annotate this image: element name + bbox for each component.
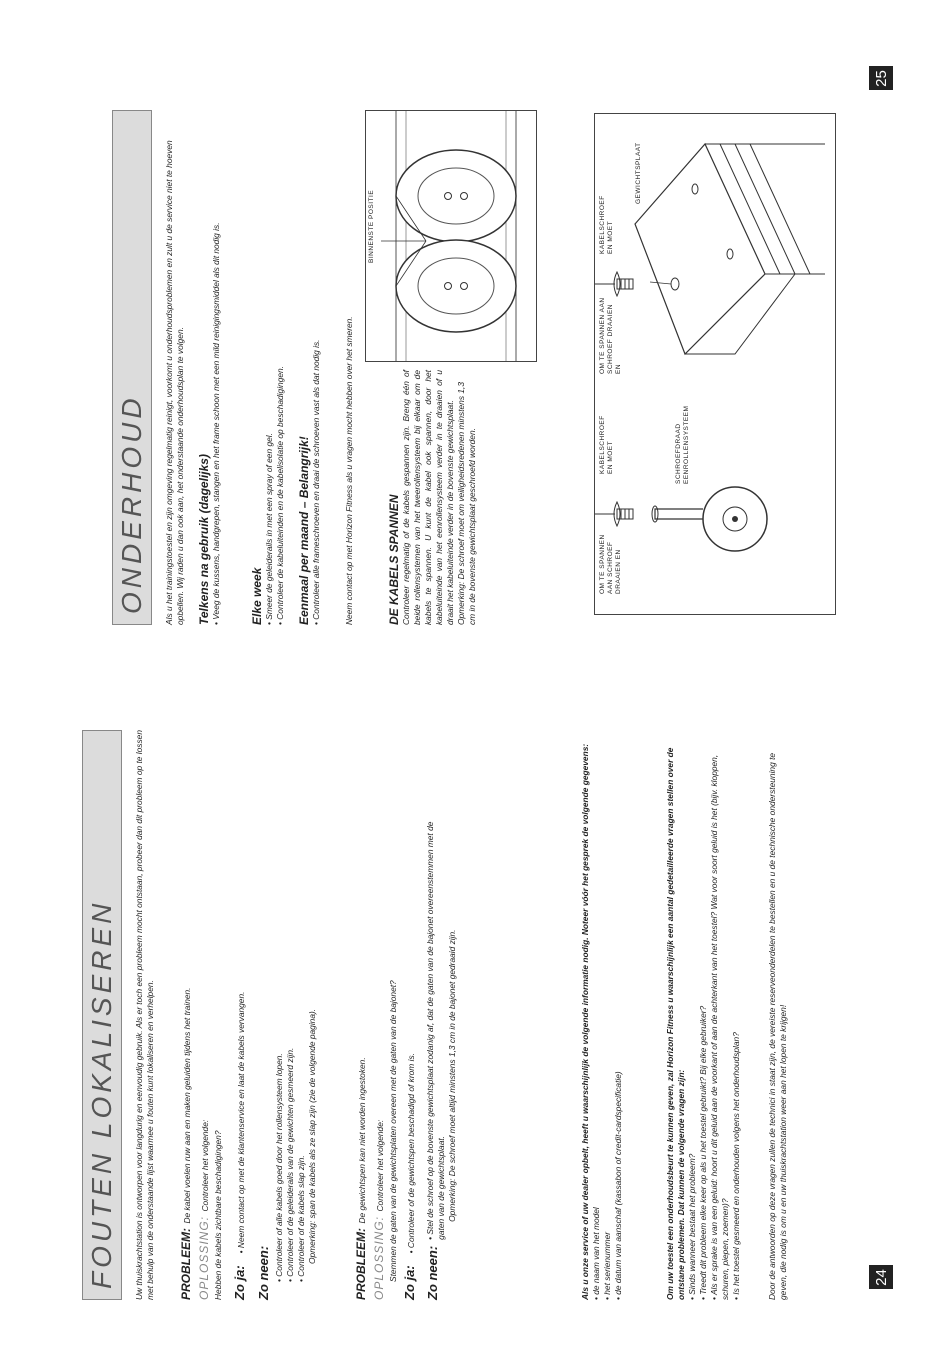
list-item: • Smeer de geleiderails in met een spray of een gel. bbox=[264, 433, 274, 625]
problem-2-yes-text: • Controleer of de gewichtspen beschadigd of krom is. bbox=[406, 1053, 416, 1254]
maintenance-section bbox=[82, 105, 842, 625]
problem-1-yes-text: • Neem contact op met de klantenservice en laat de kabels vervangen. bbox=[236, 991, 246, 1254]
daily-title: Telkens na gebruik (dagelijks) bbox=[197, 454, 211, 625]
list-item: • Controleer de kabeluiteinden en de kabelisolatie op beschadigingen. bbox=[275, 365, 285, 625]
list-item: • Controleer of alle kabels goed door het rollensysteem lopen. bbox=[274, 1053, 284, 1282]
list-item: • Stel de schroef op de bovenste gewichtsplaat zodanig af, dat de gaten van de bajonet overeenstemmen met de gaten van de gewichtsplaat. bbox=[425, 821, 446, 1240]
problem-1-yes-label: Zo ja: bbox=[232, 1265, 247, 1300]
maintenance-intro: Als u het trainingstoestel en zijn omgeving regelmatig reinigt, voorkomt u onderhoudsproblemen en zult u de service niet te hoeven opbellen. Wij raden u dan ook aan, het onderstaande onderhoudsplan te volgen. bbox=[164, 140, 185, 625]
cables-note: Opmerking: De schroef moet om veiligheidsredenen minstens 1,3 cm in de bovenste gewichtsplaat geschroefd worden. bbox=[456, 382, 477, 625]
solution-1-text: Controleer het volgende: bbox=[200, 1119, 210, 1212]
solution-2-label: OPLOSSING: bbox=[372, 1215, 386, 1300]
screw-wire-label: SCHROEFDRAAD EENROLLENSYSTEEM bbox=[675, 405, 690, 484]
cable-tension bbox=[387, 370, 478, 625]
cable-screw-label-1: KABELSCHROEF EN MOET bbox=[599, 415, 614, 474]
cables-text: Controleer regelmatig of de kabels gespannen zijn. Breng één of beide rollensystemen van het tweerollensysteem bij elkaar om de kabels te spannen. U kunt de kabel ook spannen, door het kabeluiteinde van het eenrollensysteem verder in te draaien of u draait het kabeluiteinde verder in de bovenste gewichtsplaat. bbox=[401, 370, 455, 625]
maintenance-title: ONDERHOUD bbox=[112, 110, 152, 625]
weight-plate-label: GEWICHTSPLAAT bbox=[635, 142, 642, 204]
solution-1-label: OPLOSSING: bbox=[197, 1215, 211, 1300]
weekly-title: Elke week bbox=[250, 567, 264, 625]
problem-2-label: PROBLEEM: bbox=[354, 1228, 368, 1300]
problem-2-question: Stemmen de gaten van de gewichtsplaten overeen met de gaten van de bajonet? bbox=[388, 980, 398, 1282]
problem-1-question: Hebben de kabels zichtbare beschadigingen? bbox=[213, 1130, 223, 1300]
problem-1 bbox=[177, 730, 224, 1300]
list-item: • Is het toestel gesmeerd en onderhouden volgens het onderhoudsplan? bbox=[731, 1032, 741, 1300]
problem-2 bbox=[352, 730, 399, 1300]
tension-label-2: OM TE SPANNEN AAN SCHROEF DRAAIEN EN bbox=[599, 297, 622, 374]
cables-title: DE KABELS SPANNEN bbox=[387, 494, 401, 625]
pulley-illustration bbox=[366, 111, 536, 361]
problem-1-text: De kabel voelen ruw aan en maken geluiden tijdens het trainen. bbox=[182, 987, 192, 1224]
problem-2-yes-label: Zo ja: bbox=[402, 1265, 417, 1300]
list-item: • Als er sprake is van een geluid: hoort u dit geluid aan de voorkant of aan de achterkant van het toestel? Wat voor soort geluid is het (bijv. kloppen, schuren, piepen, zoemen)? bbox=[709, 754, 730, 1300]
questions-intro: Om uw toestel een onderhoudsbeurt te kunnen geven, zal Horizon Fitness u waarschijnlijk een aantal gedetailleerde vragen stellen over de ontstane problemen. Dat kunnen de volgende vragen zijn: bbox=[665, 747, 686, 1300]
problem-1-label: PROBLEEM: bbox=[179, 1228, 193, 1300]
cable-adjustment-illustration bbox=[595, 114, 835, 614]
tension-label-1: OM TE SPANNEN AAN SCHROEF DRAAIEN EN bbox=[599, 534, 622, 594]
list-item: • Controleer of de kabels slap zijn. bbox=[296, 1155, 306, 1282]
service-intro: Als u onze service of uw dealer opbelt, heeft u waarschijnlijk de volgende informatie nodig. Noteer vóór het gesprek de volgende gegevens: bbox=[580, 743, 590, 1300]
list-item: • Treedt dit probleem elke keer op als u het toestel gebruikt? Bij elke gebruiker? bbox=[698, 1005, 708, 1300]
troubleshooting-section bbox=[82, 720, 802, 1300]
inner-position-label: BINNENSTE POSITIE bbox=[368, 189, 375, 263]
monthly-text: • Controleer alle frameschroeven en draai de schroeven vast als dat nodig is. bbox=[311, 339, 321, 625]
problem-2-no-label: Zo neen: bbox=[425, 1245, 440, 1300]
list-item: Opmerking: De schroef moet altijd minstens 1,3 cm in de bajonet gedraaid zijn. bbox=[447, 929, 457, 1222]
troubleshooting-closing: Door de antwoorden op deze vragen zullen de technici in staat zijn, de vereiste reserveonderdelen te bestellen en u de technische ondersteuning te geven, die nodig is om u en uw thuiskrachtstation weer aan het lopen te krijgen! bbox=[767, 752, 788, 1300]
monthly-title: Eenmaal per maand – Belangrijk! bbox=[297, 436, 311, 625]
pulley-diagram bbox=[365, 110, 537, 362]
service-questions bbox=[665, 730, 742, 1300]
cable-screw-label-2: KABELSCHROEF EN MOET bbox=[599, 195, 614, 254]
troubleshooting-intro: Uw thuiskrachtstation is ontworpen voor langdurig en eenvoudig gebruik. Als er toch een probleem mocht ontstaan, probeer dan dit probleem op te lossen met behulp van de onderstaande lijst waarmee u fouten kunt lokaliseren en verhelpen. bbox=[134, 730, 155, 1300]
list-item: Opmerking: span de kabels als ze slap zijn (zie de volgende pagina). bbox=[307, 1008, 317, 1264]
problem-2-text: De gewichtspen kan niet worden ingestoken. bbox=[357, 1057, 367, 1224]
solution-2-text: Controleer het volgende: bbox=[375, 1119, 385, 1212]
daily-text: • Veeg de kussens, handgrepen, stangen en het frame schoon met een mild reinigingsmiddel als dit nodig is. bbox=[211, 222, 221, 625]
lubrication-contact: Neem contact op met Horizon Fitness als u vragen mocht hebben over het smeren. bbox=[344, 316, 354, 625]
list-item: • de naam van het model bbox=[591, 1207, 601, 1300]
list-item: • Sinds wanneer bestaat het probleem? bbox=[687, 1153, 697, 1300]
page-number-24: 24 bbox=[869, 1265, 893, 1289]
cable-adjustment-diagram bbox=[594, 113, 836, 615]
list-item: • de datum van aanschaf (kassabon of credit-cardspecificatie) bbox=[613, 1071, 623, 1300]
problem-1-no-label: Zo neen: bbox=[256, 1245, 271, 1300]
service-info bbox=[580, 730, 624, 1300]
page-number-25: 25 bbox=[869, 66, 893, 90]
list-item: • Controleer of de geleiderails van de gewichten gesmeerd zijn. bbox=[285, 1047, 295, 1282]
list-item: • het serienummer bbox=[602, 1231, 612, 1300]
troubleshooting-title: FOUTEN LOKALISEREN bbox=[82, 730, 122, 1300]
